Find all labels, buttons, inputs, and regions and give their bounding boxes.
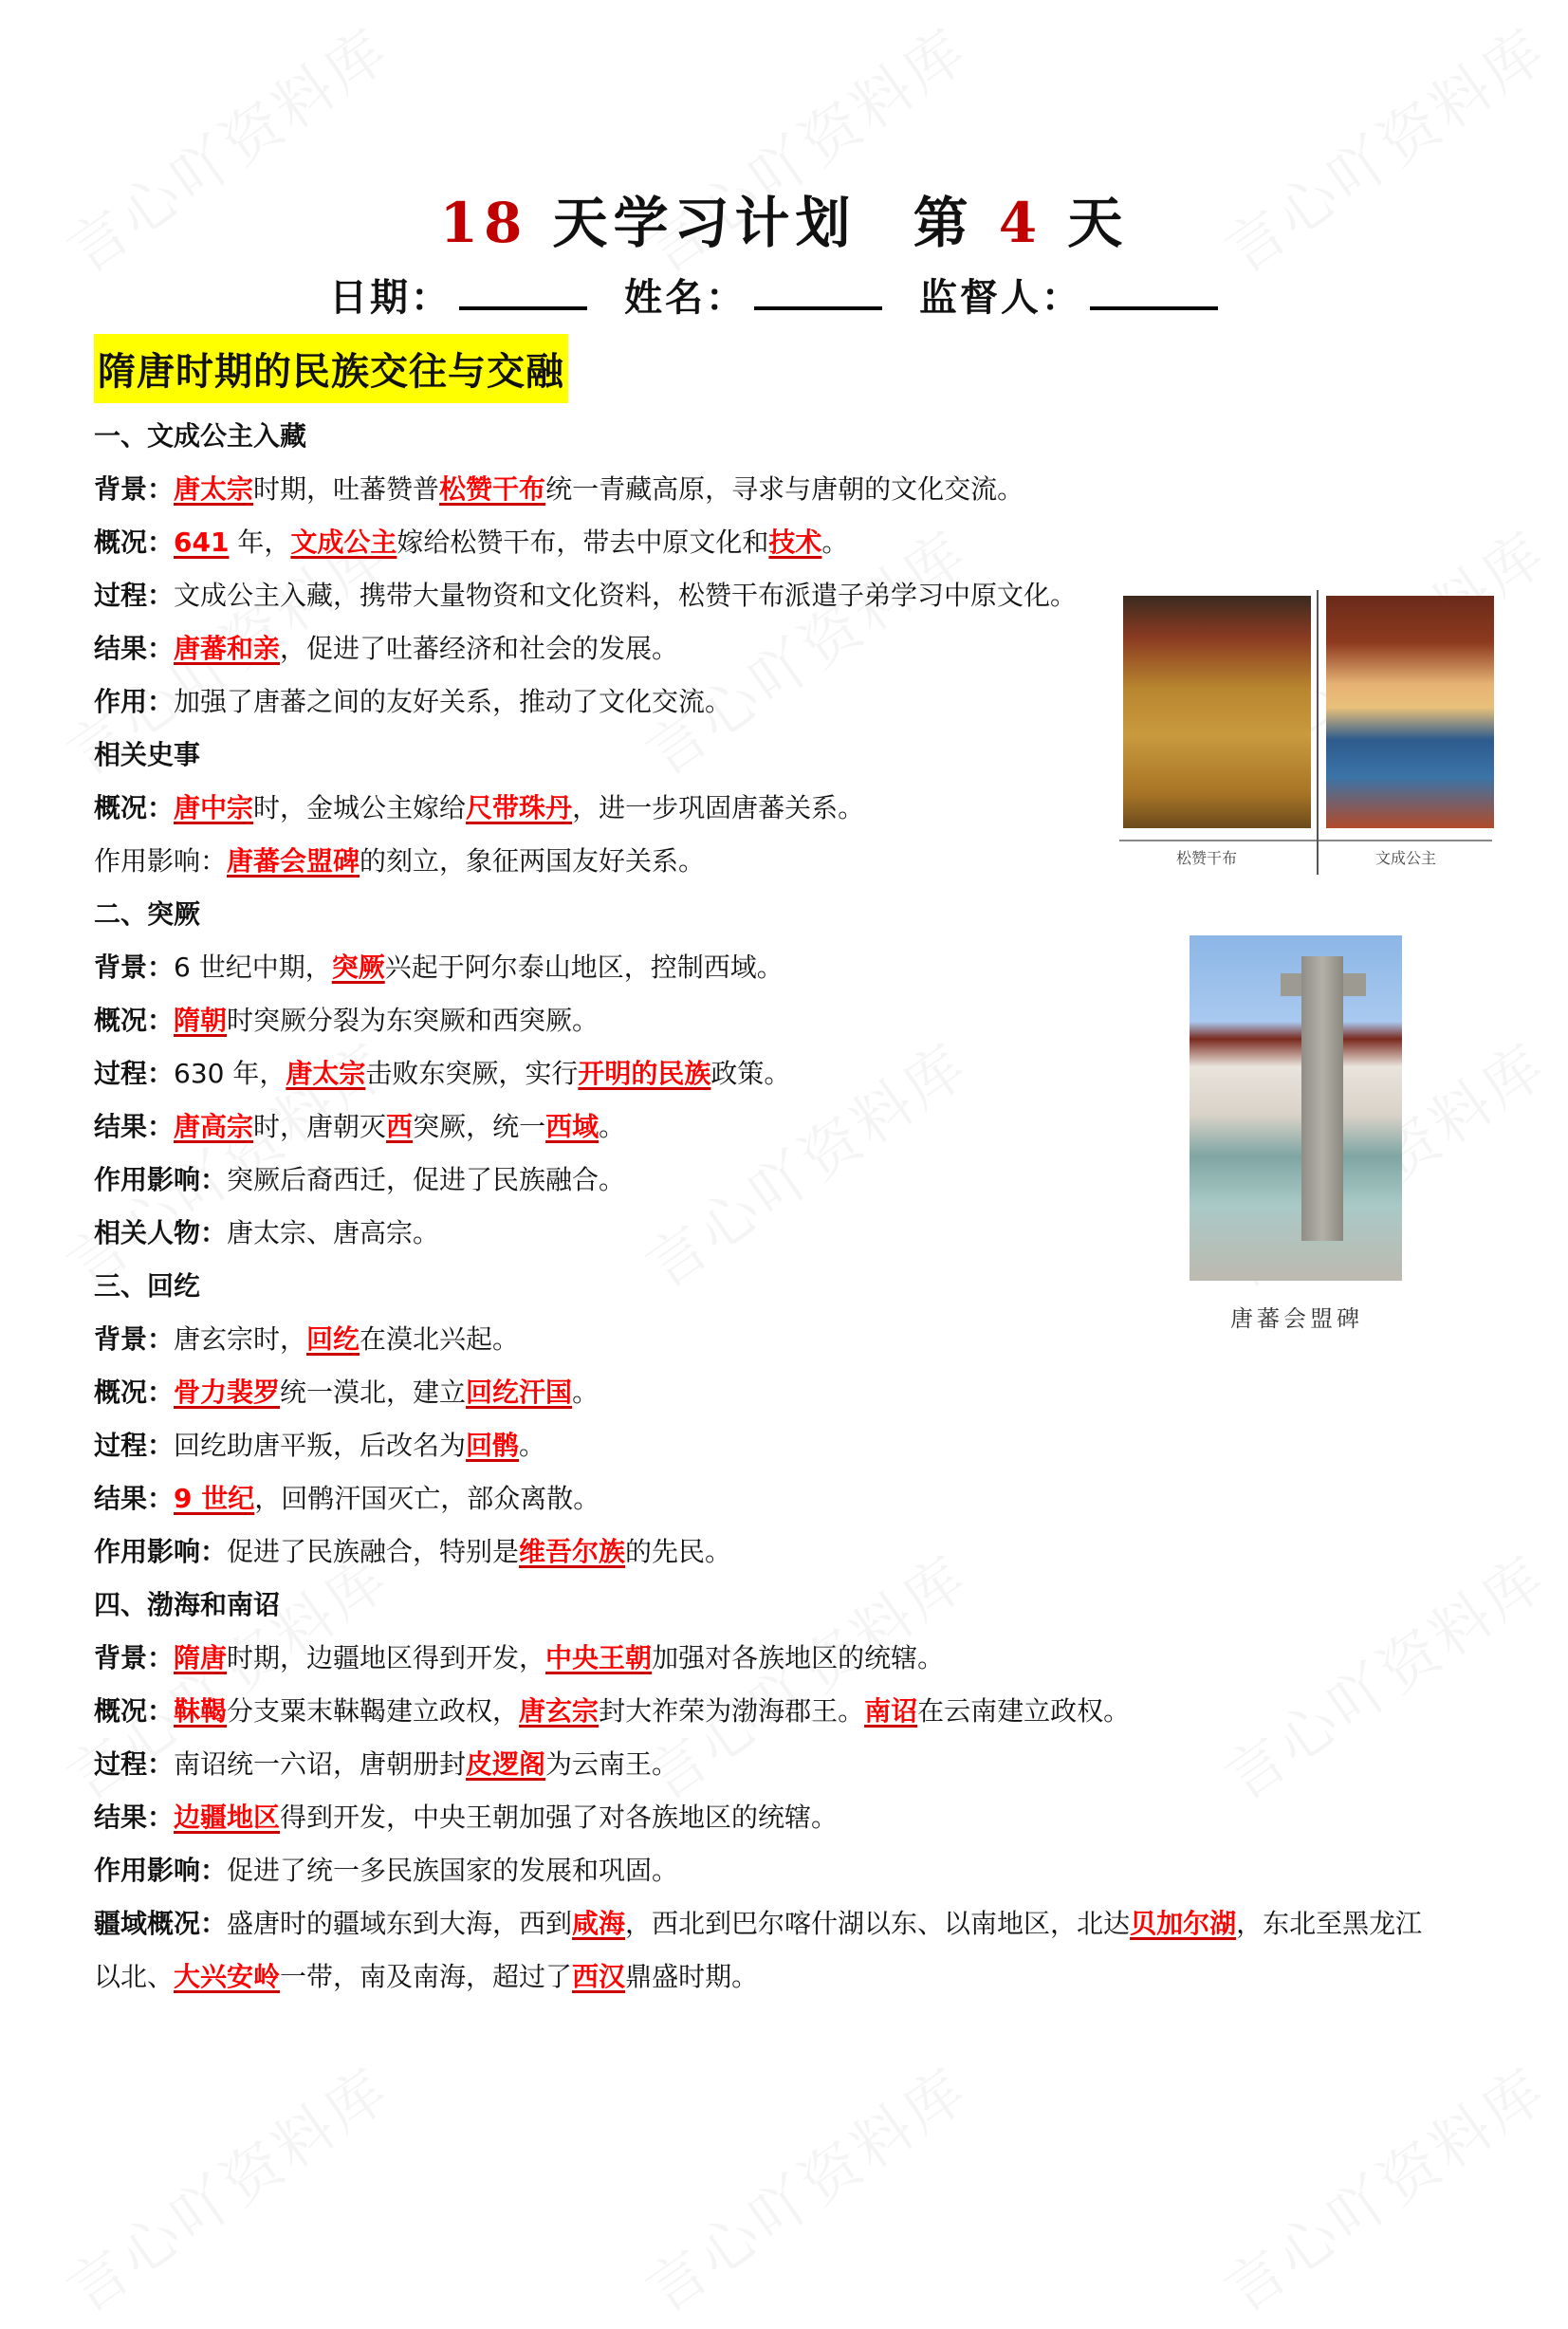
key-term: 咸海 bbox=[572, 1908, 626, 1939]
princess-wencheng-photo bbox=[1326, 596, 1494, 828]
document-heading: 隋唐时期的民族交往与交融 bbox=[94, 334, 568, 403]
watermark-text bbox=[1205, 2043, 1560, 2328]
line-label: 过程： bbox=[94, 580, 175, 611]
line-text: 加强了唐蕃之间的友好关系，推动了文化交流。 bbox=[174, 686, 732, 717]
key-term: 贝加尔湖 bbox=[1130, 1908, 1237, 1939]
line-text: 以北、 bbox=[94, 1961, 175, 1992]
line-label: 相关人物： bbox=[94, 1217, 228, 1248]
line-text: ，东北至黑龙江 bbox=[1236, 1908, 1423, 1939]
key-term: 回纥 bbox=[306, 1323, 360, 1355]
content-line bbox=[94, 1419, 1498, 1472]
line-text: 。 bbox=[572, 1377, 600, 1408]
content-line bbox=[94, 463, 1498, 516]
content-line bbox=[94, 1472, 1498, 1525]
key-term: 唐中宗 bbox=[174, 792, 254, 823]
key-term: 技术 bbox=[768, 527, 822, 558]
line-text: 在云南建立政权。 bbox=[917, 1695, 1131, 1727]
line-label: 结果： bbox=[94, 633, 175, 664]
title-number: 18 bbox=[439, 191, 528, 255]
line-text: 。 bbox=[599, 1111, 626, 1142]
key-term: 9 世纪 bbox=[174, 1483, 255, 1514]
line-text: 兴起于阿尔泰山地区，控制西域。 bbox=[384, 952, 784, 983]
section-heading: 一、文成公主入藏 bbox=[94, 420, 307, 452]
content-line bbox=[94, 1738, 1498, 1791]
key-term: 尺带珠丹 bbox=[466, 792, 573, 823]
key-term: 南诏 bbox=[864, 1695, 918, 1727]
figure-tang-tibet-stele bbox=[1190, 930, 1404, 1338]
meta-fields bbox=[0, 268, 1568, 322]
caption-songtsen: 松赞干布 bbox=[1176, 849, 1238, 867]
line-text: 时突厥分裂为东突厥和西突厥。 bbox=[227, 1005, 600, 1036]
figure-divider-vertical bbox=[1317, 590, 1319, 875]
key-term: 西域 bbox=[545, 1111, 600, 1142]
supervisor-blank[interactable] bbox=[1090, 274, 1218, 310]
key-term: 边疆地区 bbox=[174, 1802, 281, 1833]
section-heading: 相关史事 bbox=[94, 739, 201, 770]
content-line bbox=[94, 1685, 1498, 1738]
line-text: 盛唐时的疆域东到大海，西到 bbox=[227, 1908, 573, 1939]
line-label: 过程： bbox=[94, 1058, 175, 1089]
content-line bbox=[94, 1897, 1498, 1950]
line-text: 击败东突厥，实行 bbox=[365, 1058, 579, 1089]
line-text: 一带，南及南海，超过了 bbox=[280, 1961, 573, 1992]
content-line bbox=[94, 1844, 1498, 1897]
key-term: 唐蕃和亲 bbox=[174, 633, 281, 664]
content-line bbox=[94, 1632, 1498, 1685]
key-term: 大兴安岭 bbox=[174, 1961, 281, 1992]
line-text: 年， bbox=[229, 527, 291, 558]
page-title bbox=[0, 178, 1568, 258]
key-term: 唐蕃会盟碑 bbox=[227, 845, 360, 877]
date-label: 日期： bbox=[329, 275, 452, 320]
line-text: 。 bbox=[519, 1430, 546, 1461]
key-term: 松赞干布 bbox=[439, 473, 546, 505]
supervisor-label: 监督人： bbox=[918, 275, 1082, 320]
line-text: 在漠北兴起。 bbox=[360, 1323, 520, 1355]
content-line bbox=[94, 1791, 1498, 1844]
name-label: 姓名： bbox=[624, 275, 747, 320]
line-label: 结果： bbox=[94, 1802, 175, 1833]
key-term: 靺鞨 bbox=[174, 1695, 228, 1727]
key-term: 西 bbox=[386, 1111, 414, 1142]
line-label: 过程： bbox=[94, 1430, 175, 1461]
section-heading: 四、渤海和南诏 bbox=[94, 1589, 281, 1620]
name-blank[interactable] bbox=[754, 274, 882, 310]
key-term: 回鹘 bbox=[466, 1430, 520, 1461]
content-line bbox=[94, 1950, 1498, 2004]
line-label: 背景： bbox=[94, 1642, 175, 1673]
watermark-text bbox=[626, 2043, 982, 2328]
key-term: 唐太宗 bbox=[174, 473, 254, 505]
date-blank[interactable] bbox=[459, 274, 587, 310]
line-label: 作用影响： bbox=[94, 1164, 228, 1195]
line-label: 概况： bbox=[94, 1005, 175, 1036]
line-label: 作用影响： bbox=[94, 845, 228, 877]
line-text: 统一漠北，建立 bbox=[280, 1377, 467, 1408]
line-text: 促进了民族融合，特别是 bbox=[227, 1536, 520, 1567]
line-label: 背景： bbox=[94, 473, 175, 505]
line-label: 概况： bbox=[94, 792, 175, 823]
line-text: 唐太宗、唐高宗。 bbox=[227, 1217, 440, 1248]
title-text: 天学习计划 bbox=[552, 191, 857, 255]
section-heading: 二、突厥 bbox=[94, 898, 201, 930]
title-day-number: 4 bbox=[998, 191, 1043, 255]
line-text: ，促进了吐蕃经济和社会的发展。 bbox=[280, 633, 679, 664]
caption-wencheng: 文成公主 bbox=[1375, 849, 1437, 867]
songtsen-gampo-photo bbox=[1123, 596, 1311, 828]
line-text: 统一青藏高原，寻求与唐朝的文化交流。 bbox=[545, 473, 1024, 505]
key-term: 641 bbox=[174, 527, 230, 558]
line-text: 6 世纪中期， bbox=[174, 952, 332, 983]
watermark-text bbox=[47, 2043, 403, 2328]
line-label: 作用影响： bbox=[94, 1855, 228, 1886]
line-text: 时期，边疆地区得到开发， bbox=[227, 1642, 546, 1673]
key-term: 唐太宗 bbox=[286, 1058, 366, 1089]
key-term: 西汉 bbox=[572, 1961, 626, 1992]
content-line bbox=[94, 516, 1498, 569]
line-text: 。 bbox=[821, 527, 849, 558]
line-label: 概况： bbox=[94, 527, 175, 558]
line-label: 疆域概况： bbox=[94, 1908, 228, 1939]
key-term: 隋唐 bbox=[174, 1642, 228, 1673]
key-term: 开明的民族 bbox=[578, 1058, 711, 1089]
key-term: 唐高宗 bbox=[174, 1111, 254, 1142]
key-term: 唐玄宗 bbox=[519, 1695, 600, 1727]
line-label: 过程： bbox=[94, 1748, 175, 1780]
line-text: 加强对各族地区的统辖。 bbox=[652, 1642, 945, 1673]
key-term: 隋朝 bbox=[174, 1005, 228, 1036]
line-text: 促进了统一多民族国家的发展和巩固。 bbox=[227, 1855, 679, 1886]
key-term: 维吾尔族 bbox=[519, 1536, 626, 1567]
section-heading: 三、回纥 bbox=[94, 1270, 201, 1302]
line-text: 回纥助唐平叛，后改名为 bbox=[174, 1430, 467, 1461]
key-term: 回纥汗国 bbox=[466, 1377, 573, 1408]
line-label: 概况： bbox=[94, 1377, 175, 1408]
line-text: 突厥后裔西迁，促进了民族融合。 bbox=[227, 1164, 626, 1195]
line-text: 突厥，统一 bbox=[413, 1111, 546, 1142]
line-text: 为云南王。 bbox=[545, 1748, 679, 1780]
line-label: 作用影响： bbox=[94, 1536, 228, 1567]
line-text: 嫁给松赞干布，带去中原文化和 bbox=[397, 527, 769, 558]
key-term: 皮逻阁 bbox=[466, 1748, 546, 1780]
line-text: 时，金城公主嫁给 bbox=[253, 792, 467, 823]
key-term: 突厥 bbox=[331, 952, 385, 983]
line-text: 唐玄宗时， bbox=[174, 1323, 307, 1355]
title-day-suffix: 天 bbox=[1067, 191, 1129, 255]
line-text: 的先民。 bbox=[625, 1536, 732, 1567]
line-text: 南诏统一六诏，唐朝册封 bbox=[174, 1748, 467, 1780]
line-text: 政策。 bbox=[710, 1058, 791, 1089]
caption-stele: 唐蕃会盟碑 bbox=[1230, 1305, 1363, 1332]
line-label: 概况： bbox=[94, 1695, 175, 1727]
figure-divider-horizontal bbox=[1119, 840, 1492, 841]
line-text: 鼎盛时期。 bbox=[625, 1961, 759, 1992]
line-text: 时期，吐蕃赞普 bbox=[253, 473, 440, 505]
line-text: 分支粟末靺鞨建立政权， bbox=[227, 1695, 520, 1727]
key-term: 骨力裴罗 bbox=[174, 1377, 281, 1408]
line-text: 封大祚荣为渤海郡王。 bbox=[599, 1695, 865, 1727]
line-text: ，西北到巴尔喀什湖以东、以南地区，北达 bbox=[625, 1908, 1131, 1939]
content-line bbox=[94, 1366, 1498, 1419]
line-text: ，进一步巩固唐蕃关系。 bbox=[572, 792, 865, 823]
line-text: ，回鹘汗国灭亡，部众离散。 bbox=[254, 1483, 600, 1514]
line-label: 结果： bbox=[94, 1483, 175, 1514]
line-label: 背景： bbox=[94, 1323, 175, 1355]
stele-photo bbox=[1190, 935, 1402, 1281]
title-day-prefix: 第 bbox=[913, 191, 974, 255]
line-label: 作用： bbox=[94, 686, 175, 717]
line-label: 结果： bbox=[94, 1111, 175, 1142]
line-label: 背景： bbox=[94, 952, 175, 983]
line-text: 的刻立，象征两国友好关系。 bbox=[360, 845, 706, 877]
key-term: 中央王朝 bbox=[545, 1642, 653, 1673]
key-term: 文成公主 bbox=[290, 527, 397, 558]
line-text: 时，唐朝灭 bbox=[253, 1111, 387, 1142]
line-text: 得到开发，中央王朝加强了对各族地区的统辖。 bbox=[280, 1802, 839, 1833]
figure-songtsen-wencheng bbox=[1119, 590, 1503, 875]
content-line bbox=[94, 1525, 1498, 1579]
line-text: 文成公主入藏，携带大量物资和文化资料，松赞干布派遣子弟学习中原文化。 bbox=[174, 580, 1078, 611]
line-text: 630 年， bbox=[174, 1058, 286, 1089]
